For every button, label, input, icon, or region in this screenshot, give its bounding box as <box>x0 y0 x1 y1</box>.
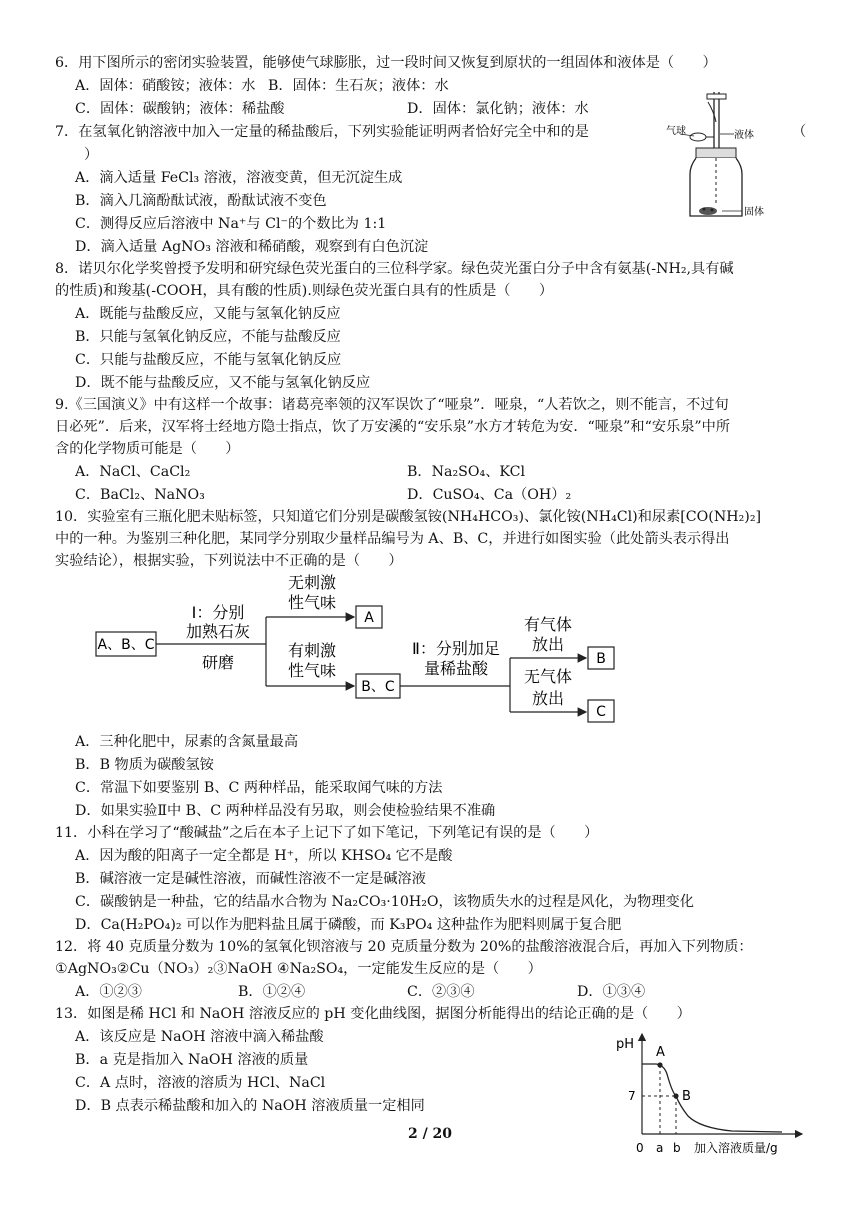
q6-option-b: B．固体：生石灰；液体：水 <box>268 78 449 94</box>
q8-option-b: B．只能与氢氧化钠反应，不能与盐酸反应 <box>75 329 341 345</box>
q13-stem: 13．如图是稀 HCl 和 NaOH 溶液反应的 pH 变化曲线图，据图分析能得出的结论正确的是（ ） <box>55 1006 691 1022</box>
q12-stem-line1: 12．将 40 克质量分数为 10%的氢氧化钡溶液与 20 克质量分数为 20%的盐酸溶液混合后，再加入下列物质： <box>55 939 753 955</box>
ph-x-tick-a: a <box>656 1141 664 1155</box>
flow-nogas-line1: 无气体 <box>523 667 573 686</box>
flow-step1-line3: 研磨 <box>201 653 235 672</box>
q8-stem-line2: 的性质)和羧基(-COOH，具有酸的性质).则绿色荧光蛋白具有的性质是（ ） <box>55 283 554 299</box>
q13-option-d: D．B 点表示稀盐酸和加入的 NaOH 溶液质量一定相同 <box>75 1098 425 1114</box>
q13-option-c: C．A 点时，溶液的溶质为 HCl、NaCl <box>75 1075 326 1091</box>
q6-stem: 6．用下图所示的密闭实验装置，能够使气球膨胀，过一段时间又恢复到原状的一组固体和液体是（ ） <box>55 55 717 71</box>
q12-option-a: A．①②③ <box>75 984 142 1000</box>
q10-stem-line1: 10．实验室有三瓶化肥未贴标签，只知道它们分别是碳酸氢铵(NH₄HCO₃)、氯化铵(NH₄Cl)和尿素[CO(NH₂)₂] <box>55 509 762 525</box>
flow-box-bc-label: B、C <box>361 679 395 695</box>
q9-option-c: C．BaCl₂、NaNO₃ <box>75 487 205 503</box>
q10-stem-line3: 实验结论），根据实验，下列说法中不正确的是（ ） <box>55 553 403 569</box>
flow-box-a-label: A <box>364 610 374 626</box>
q9-option-a: A．NaCl、CaCl₂ <box>75 464 191 480</box>
flow-nosmell-line2: 性气味 <box>287 593 337 612</box>
q11-option-b: B．碱溶液一定是碱性溶液，而碱性溶液不一定是碱溶液 <box>75 871 426 887</box>
ph-point-a-label: A <box>656 1045 665 1060</box>
flow-nogas-line2: 放出 <box>531 689 565 708</box>
q12-option-d: D．①③④ <box>577 984 646 1000</box>
flow-smell-line2: 性气味 <box>287 661 337 680</box>
q7-option-c: C．测得反应后溶液中 Na⁺与 Cl⁻的个数比为 1:1 <box>75 216 387 232</box>
q8-option-c: C．只能与盐酸反应，不能与氢氧化钠反应 <box>75 352 342 368</box>
q10-option-c: C．常温下如要鉴别 B、C 两种样品，能采取闻气味的方法 <box>75 780 443 796</box>
ph-x-tick-0: 0 <box>636 1141 644 1155</box>
q7-option-b: B．滴入几滴酚酞试液，酚酞试液不变色 <box>75 193 327 209</box>
q7-stem: 7．在氢氧化钠溶液中加入一定量的稀盐酸后，下列实验能证明两者恰好完全中和的是 <box>55 124 589 140</box>
q9-stem-line1: 9.《三国演义》中有这样一个故事：诸葛亮率领的汉军误饮了“哑泉”．哑泉，“人若饮之，则不能言，不过旬 <box>55 397 729 413</box>
flow-step2-line2: 量稀盐酸 <box>423 659 489 678</box>
q11-stem: 11．小科在学习了“酸碱盐”之后在本子上记下了如下笔记，下列笔记有误的是（ ） <box>55 825 599 841</box>
q6-option-c: C．固体：碳酸钠；液体：稀盐酸 <box>75 101 285 117</box>
q9-option-b: B．Na₂SO₄、KCl <box>407 464 526 480</box>
q13-option-a: A．该反应是 NaOH 溶液中滴入稀盐酸 <box>75 1029 324 1045</box>
q10-option-a: A．三种化肥中，尿素的含氮量最高 <box>75 734 299 750</box>
q11-option-c: C．碳酸钠是一种盐，它的结晶水合物为 Na₂CO₃·10H₂O，该物质失水的过程是风化，为物理变化 <box>75 894 694 910</box>
q12-option-b: B．①②④ <box>238 984 306 1000</box>
q7-paren-open: （ <box>792 124 807 140</box>
q12-option-c: C．②③④ <box>407 984 475 1000</box>
ph-y-tick-7: 7 <box>628 1089 636 1103</box>
flow-box-b-label: B <box>596 651 606 667</box>
flow-smell-line1: 有刺激 <box>287 641 337 660</box>
ph-x-tick-b: b <box>673 1141 681 1155</box>
ph-x-label: 加入溶液质量/g <box>694 1141 778 1155</box>
apparatus-balloon-label: 气球 <box>666 126 686 137</box>
q11-option-a: A．因为酸的阳离子一定全都是 H⁺，所以 KHSO₄ 它不是酸 <box>75 848 453 864</box>
ph-point-b-label: B <box>682 1089 691 1104</box>
apparatus-solid-label: 固体 <box>744 207 764 218</box>
q13-option-b: B．a 克是指加入 NaOH 溶液的质量 <box>75 1052 309 1068</box>
flow-step1-line2: 加熟石灰 <box>185 622 251 641</box>
q9-stem-line3: 含的化学物质可能是（ ） <box>55 441 240 457</box>
q12-stem-line2: ①AgNO₃②Cu（NO₃）₂③NaOH ④Na₂SO₄，一定能发生反应的是（ ） <box>55 961 542 977</box>
flow-gas-line2: 放出 <box>531 635 565 654</box>
q11-option-d: D．Ca(H₂PO₄)₂ 可以作为肥料盐且属于磷酸，而 K₃PO₄ 这种盐作为肥料则属于复合肥 <box>75 917 622 933</box>
apparatus-liquid-label: 液体 <box>734 130 754 141</box>
q9-option-d: D．CuSO₄、Ca（OH）₂ <box>407 487 572 503</box>
ph-curve <box>642 1064 782 1132</box>
q7-option-d: D．滴入适量 AgNO₃ 溶液和稀硝酸，观察到有白色沉淀 <box>75 239 429 255</box>
q7-paren-close: ） <box>84 147 99 163</box>
q8-option-a: A．既能与盐酸反应，又能与氢氧化钠反应 <box>75 306 341 322</box>
q10-option-d: D．如果实验Ⅱ中 B、C 两种样品没有另取，则会使检验结果不准确 <box>75 803 496 819</box>
q8-stem-line1: 8．诺贝尔化学奖曾授予发明和研究绿色荧光蛋白的三位科学家。绿色荧光蛋白分子中含有氨基(-NH₂,具有碱 <box>55 261 734 277</box>
flow-nosmell-line1: 无刺激 <box>287 573 337 592</box>
flow-start-label: A、B、C <box>97 637 155 653</box>
ph-y-label: pH <box>616 1037 635 1052</box>
flow-step2-line1: Ⅱ：分别加足 <box>412 639 500 658</box>
q10-option-b: B．B 物质为碳酸氢铵 <box>75 757 214 773</box>
q6-option-d: D．固体：氯化钠；液体：水 <box>407 101 589 117</box>
q9-stem-line2: 日必死”．后来，汉军将士经地方隐士指点，饮了万安溪的“安乐泉”水方才转危为安．“哑泉”和“安乐泉”中所 <box>55 419 731 435</box>
flow-box-c-label: C <box>596 704 606 720</box>
flow-step1-line1: Ⅰ：分别 <box>191 603 245 622</box>
q10-stem-line2: 中的一种。为鉴别三种化肥，某同学分别取少量样品编号为 A、B、C，并进行如图实验（此处箭头表示得出 <box>55 531 730 547</box>
flow-gas-line1: 有气体 <box>523 615 573 634</box>
identification-flowchart <box>90 570 630 726</box>
q7-option-a: A．滴入适量 FeCl₃ 溶液，溶液变黄，但无沉淀生成 <box>75 170 403 186</box>
page-number: 2 / 20 <box>407 1126 453 1142</box>
q8-option-d: D．既不能与盐酸反应，又不能与氢氧化钠反应 <box>75 375 371 391</box>
q6-option-a: A．固体：硝酸铵；液体：水 <box>75 78 256 94</box>
apparatus-figure <box>660 88 790 228</box>
